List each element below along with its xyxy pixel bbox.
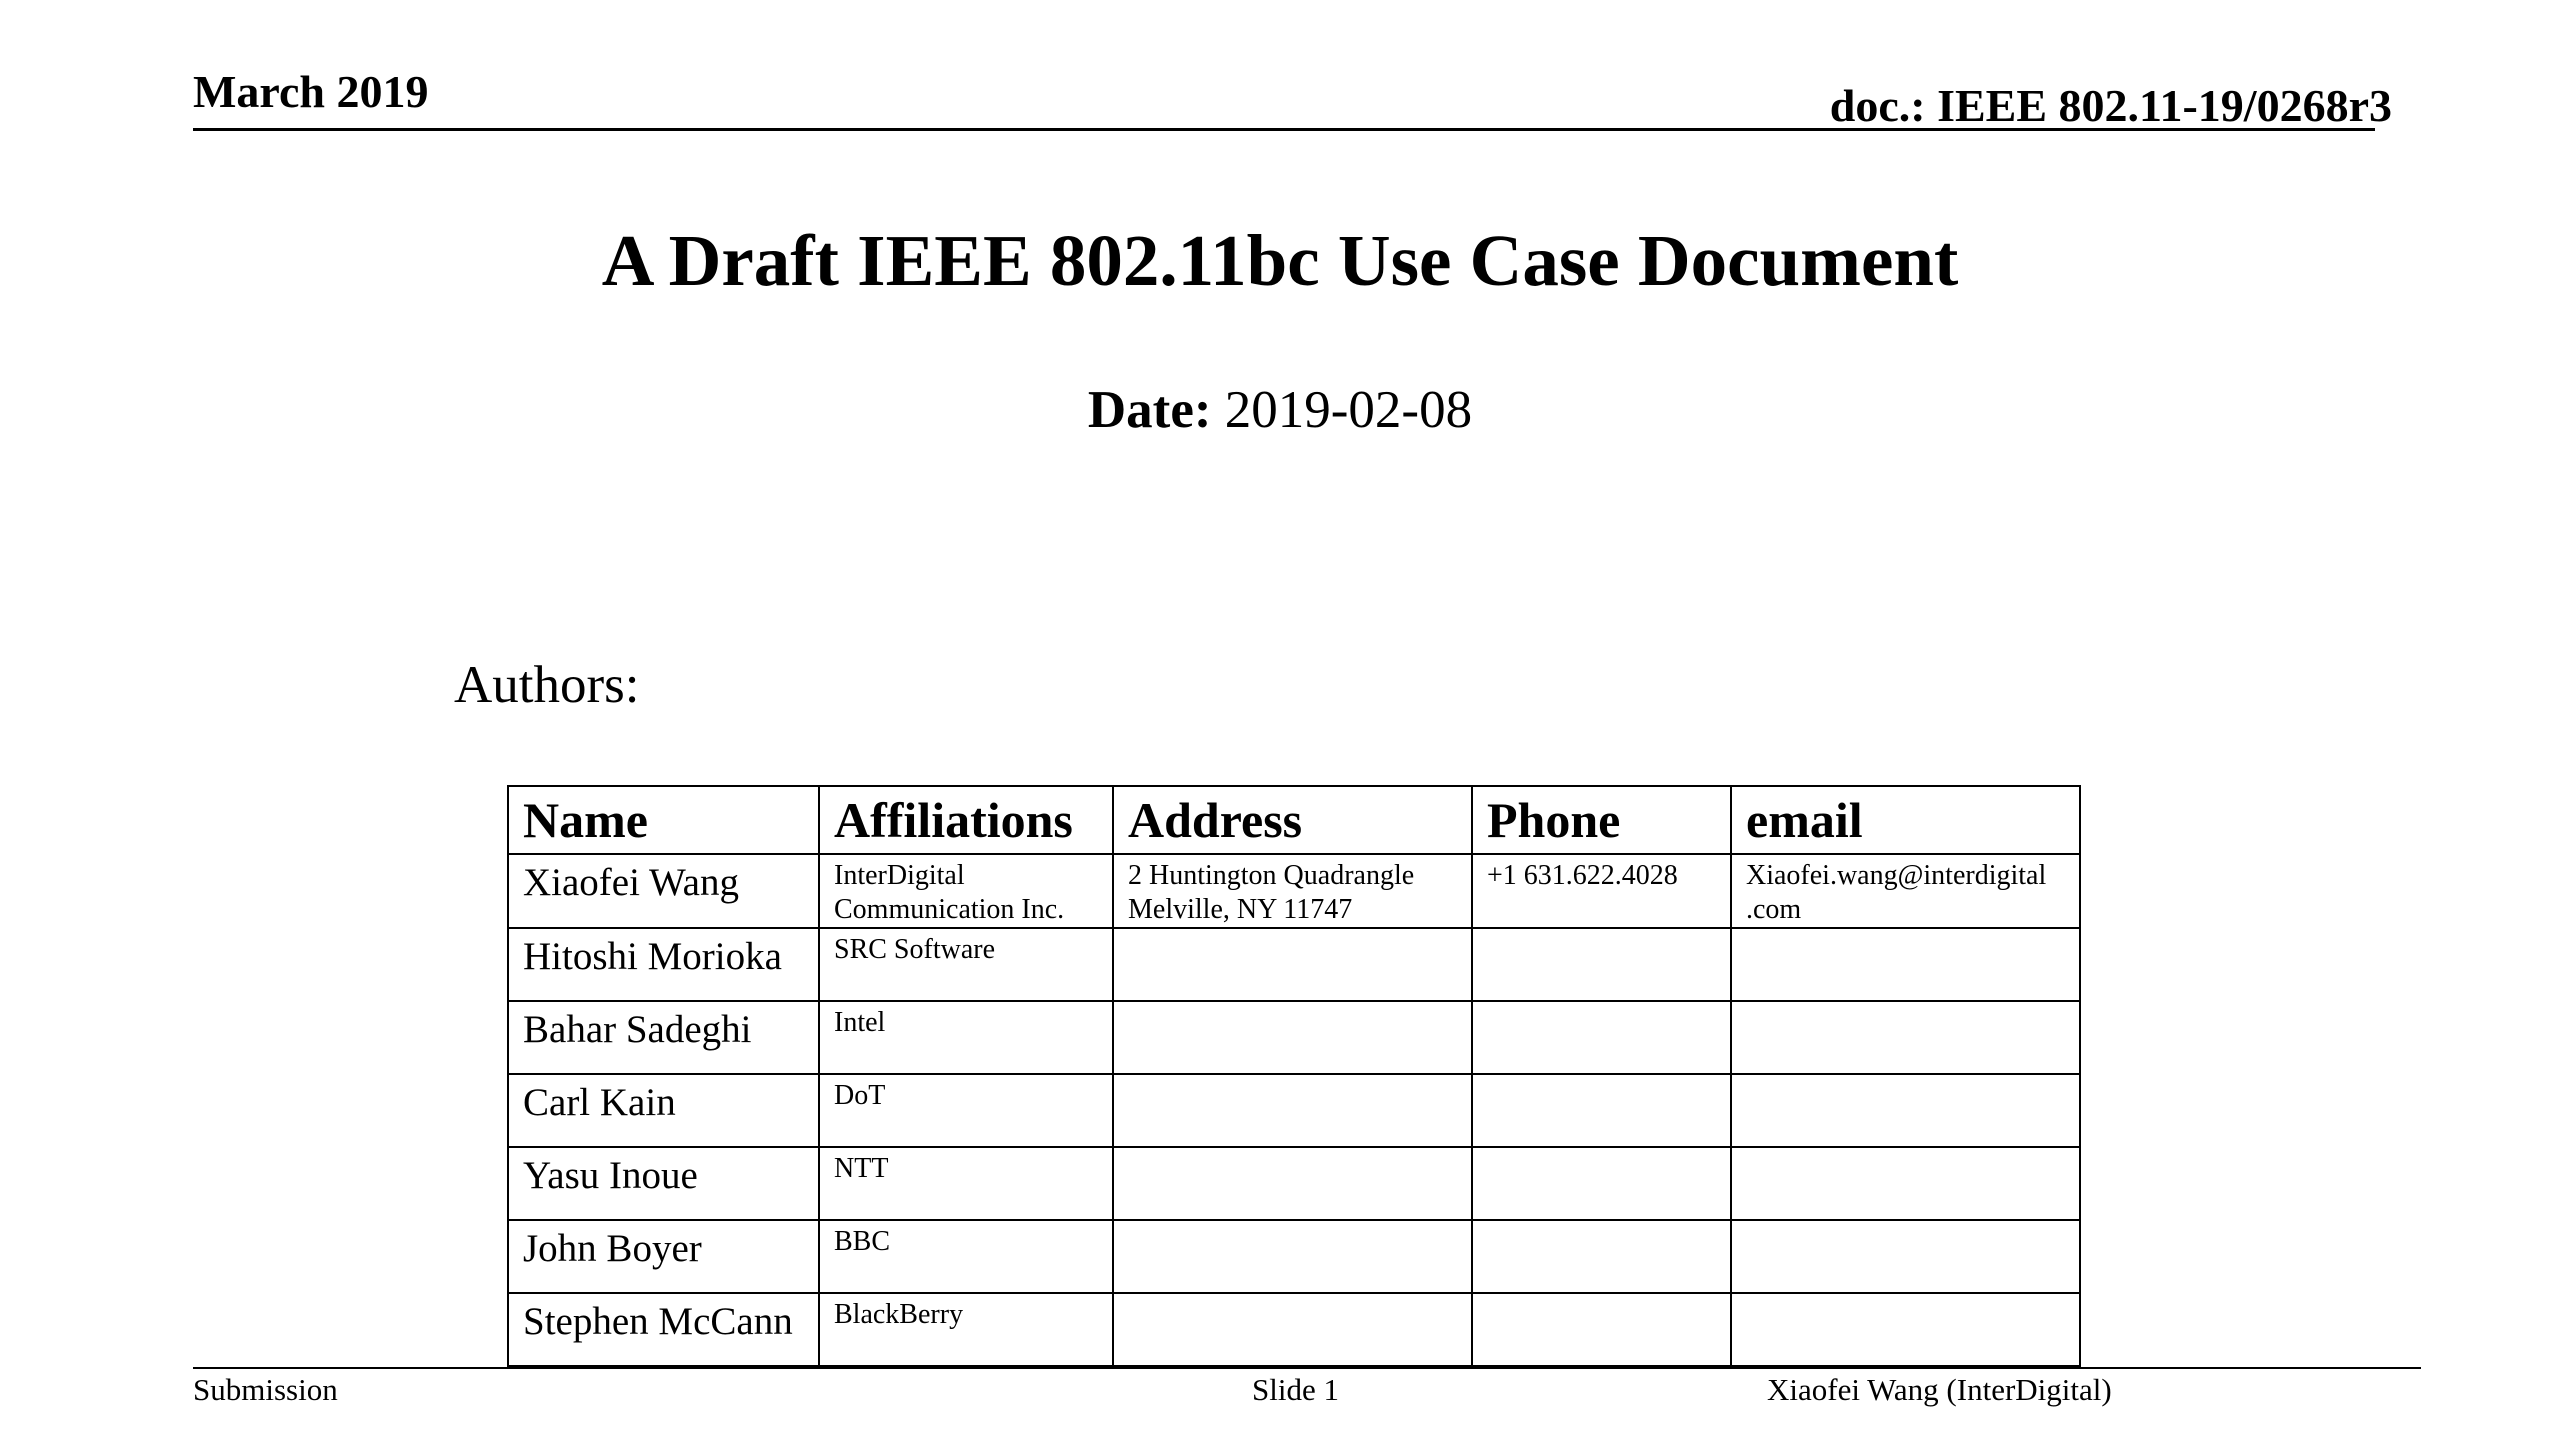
table-row bbox=[508, 928, 2080, 1001]
author-affiliation-line: DoT bbox=[834, 1080, 886, 1111]
author-address bbox=[1113, 1001, 1472, 1074]
header-date: March 2019 bbox=[193, 66, 429, 117]
author-phone bbox=[1472, 1293, 1731, 1366]
author-name: Hitoshi Morioka bbox=[508, 928, 819, 1001]
author-name: Xiaofei Wang bbox=[508, 854, 819, 928]
author-name: Yasu Inoue bbox=[508, 1147, 819, 1220]
author-address bbox=[1113, 1293, 1472, 1366]
header-divider bbox=[193, 128, 2375, 131]
author-affiliation bbox=[819, 1220, 1113, 1293]
author-address bbox=[1113, 1220, 1472, 1293]
author-email bbox=[1731, 1293, 2080, 1366]
footer-slide-number: Slide 1 bbox=[1252, 1372, 1339, 1407]
footer-submission: Submission bbox=[193, 1372, 338, 1407]
author-name: Carl Kain bbox=[508, 1074, 819, 1147]
table-row bbox=[508, 1074, 2080, 1147]
slide-title: A Draft IEEE 802.11bc Use Case Document bbox=[601, 220, 1959, 301]
table-header-row bbox=[508, 786, 2080, 854]
author-email bbox=[1731, 1001, 2080, 1074]
author-address-line: Melville, NY 11747 bbox=[1128, 894, 1353, 925]
table-row bbox=[508, 854, 2080, 928]
author-address bbox=[1113, 928, 1472, 1001]
author-email bbox=[1731, 854, 2080, 928]
header-doc-id: doc.: IEEE 802.11-19/0268r3 bbox=[1829, 80, 2392, 131]
footer-author: Xiaofei Wang (InterDigital) bbox=[1767, 1372, 2112, 1407]
author-phone bbox=[1472, 1147, 1731, 1220]
author-affiliation-line: BlackBerry bbox=[834, 1299, 964, 1330]
author-phone bbox=[1472, 928, 1731, 1001]
table-row bbox=[508, 1147, 2080, 1220]
table-row bbox=[508, 1001, 2080, 1074]
author-affiliation-line: BBC bbox=[834, 1226, 891, 1257]
author-affiliation-line: SRC Software bbox=[834, 934, 995, 965]
authors-table bbox=[507, 785, 2081, 1367]
author-affiliation bbox=[819, 1147, 1113, 1220]
author-phone: +1 631.622.4028 bbox=[1472, 854, 1731, 928]
author-address-line: 2 Huntington Quadrangle bbox=[1128, 860, 1415, 891]
author-affiliation bbox=[819, 1001, 1113, 1074]
author-name: John Boyer bbox=[508, 1220, 819, 1293]
authors-table-body bbox=[508, 854, 2080, 1366]
date-label: Date: bbox=[1087, 381, 1212, 439]
author-email bbox=[1731, 1074, 2080, 1147]
table-row bbox=[508, 1293, 2080, 1366]
column-header-phone: Phone bbox=[1472, 786, 1731, 854]
author-name: Bahar Sadeghi bbox=[508, 1001, 819, 1074]
date-value: 2019-02-08 bbox=[1211, 381, 1473, 439]
author-address bbox=[1113, 1074, 1472, 1147]
date-line bbox=[0, 375, 2560, 445]
author-affiliation-line: Intel bbox=[834, 1007, 886, 1038]
author-affiliation bbox=[819, 1293, 1113, 1366]
author-email bbox=[1731, 1220, 2080, 1293]
author-affiliation-line: NTT bbox=[834, 1153, 889, 1184]
author-address bbox=[1113, 854, 1472, 928]
column-header-name: Name bbox=[508, 786, 819, 854]
author-phone bbox=[1472, 1220, 1731, 1293]
table-row bbox=[508, 1220, 2080, 1293]
author-phone bbox=[1472, 1074, 1731, 1147]
author-affiliation-line: Communication Inc. bbox=[834, 894, 1065, 925]
author-affiliation bbox=[819, 854, 1113, 928]
column-header-affiliations: Affiliations bbox=[819, 786, 1113, 854]
authors-label: Authors: bbox=[454, 656, 640, 714]
footer-divider bbox=[193, 1367, 2421, 1369]
author-affiliation-line: InterDigital bbox=[834, 860, 965, 891]
author-phone bbox=[1472, 1001, 1731, 1074]
author-name: Stephen McCann bbox=[508, 1293, 819, 1366]
column-header-address: Address bbox=[1113, 786, 1472, 854]
author-affiliation bbox=[819, 928, 1113, 1001]
author-affiliation bbox=[819, 1074, 1113, 1147]
author-email bbox=[1731, 928, 2080, 1001]
author-email-line: .com bbox=[1746, 894, 1802, 925]
author-address bbox=[1113, 1147, 1472, 1220]
column-header-email: email bbox=[1731, 786, 2080, 854]
author-email bbox=[1731, 1147, 2080, 1220]
author-email-line: Xiaofei.wang@interdigital bbox=[1746, 860, 2047, 891]
